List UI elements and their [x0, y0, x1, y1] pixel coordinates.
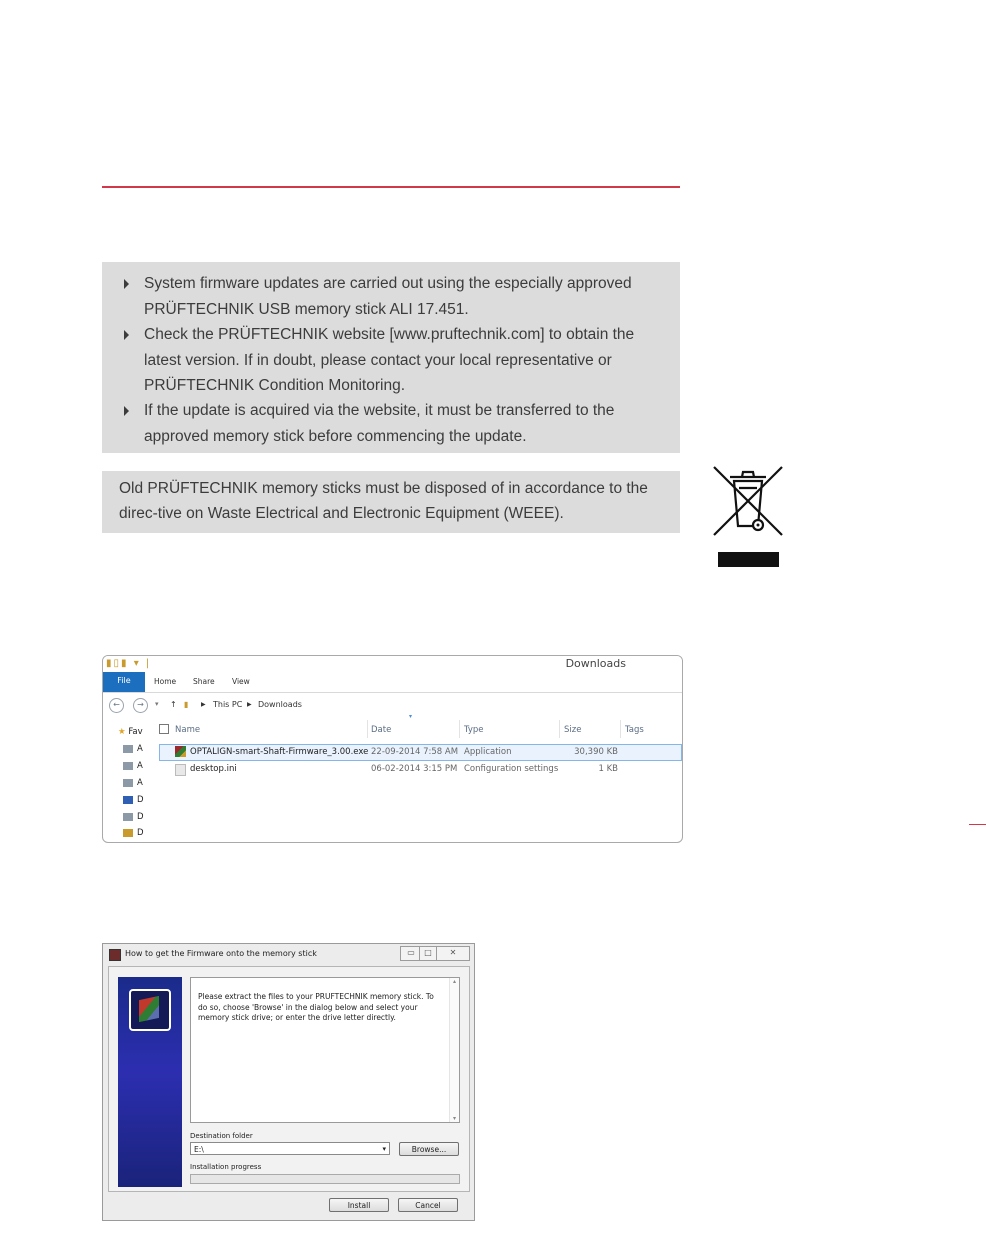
tree-item[interactable]: A — [123, 778, 143, 788]
history-chevron-icon[interactable]: ▾ — [155, 700, 159, 708]
column-date[interactable]: Date — [371, 725, 392, 735]
file-type: Application — [464, 747, 512, 757]
column-tags[interactable]: Tags — [625, 725, 644, 735]
bullet-triangle-icon — [124, 406, 129, 416]
explorer-title: Downloads — [565, 657, 626, 670]
table-row[interactable] — [159, 744, 682, 761]
quick-access-icons[interactable]: ▮▯▮ ▾ | — [106, 658, 152, 669]
file-size: 30,390 KB — [574, 747, 618, 757]
bullet-triangle-icon — [124, 330, 129, 340]
column-size[interactable]: Size — [564, 725, 582, 735]
dialog-title: How to get the Firmware onto the memory stick — [125, 949, 317, 958]
column-name[interactable]: Name — [175, 725, 201, 735]
file-explorer-window — [102, 655, 683, 843]
drive-icon — [123, 813, 133, 821]
tree-item-favorites[interactable]: ★ Fav — [118, 727, 143, 737]
app-icon — [109, 949, 121, 961]
progress-label: Installation progress — [190, 1163, 262, 1171]
select-all-checkbox[interactable] — [159, 724, 169, 734]
breadcrumb-this-pc[interactable]: This PC — [213, 700, 243, 709]
file-type: Configuration settings — [464, 764, 559, 774]
destination-field[interactable]: E:\ ▾ — [190, 1142, 390, 1155]
weee-crossed-bin-icon — [712, 464, 784, 540]
minimize-icon[interactable]: ▭ — [400, 946, 422, 961]
tab-home[interactable]: Home — [154, 677, 177, 686]
star-icon: ★ — [118, 727, 126, 737]
tab-file[interactable]: File — [103, 672, 145, 692]
folder-icon: ▮ — [184, 700, 189, 709]
column-divider — [459, 720, 460, 738]
sort-chevron-icon: ▾ — [409, 713, 413, 720]
file-size: 1 KB — [598, 764, 618, 774]
destination-label: Destination folder — [190, 1132, 253, 1140]
column-divider — [559, 720, 560, 738]
desktop-icon — [123, 796, 133, 804]
forward-arrow-icon[interactable]: → — [133, 698, 148, 713]
drive-icon — [123, 745, 133, 753]
file-date: 06-02-2014 3:15 PM — [371, 764, 458, 774]
weee-note-box — [102, 471, 680, 533]
breadcrumb-downloads[interactable]: Downloads — [258, 700, 302, 709]
bullet-triangle-icon — [124, 279, 129, 289]
tab-view[interactable]: View — [232, 677, 250, 686]
file-name: OPTALIGN-smart-Shaft-Firmware_3.00.exe — [190, 747, 369, 757]
side-banner — [118, 977, 182, 1187]
tree-item[interactable]: D — [123, 812, 144, 822]
close-icon[interactable]: ✕ — [436, 946, 470, 961]
explorer-titlebar — [103, 656, 682, 672]
tree-item[interactable]: D — [123, 795, 144, 805]
table-row[interactable] — [159, 762, 680, 777]
installation-progress-bar — [190, 1174, 460, 1184]
installer-dialog — [102, 943, 475, 1221]
installer-logo-icon — [129, 989, 171, 1031]
weee-bar — [718, 552, 779, 567]
drive-icon — [123, 762, 133, 770]
breadcrumb-separator-icon: ▶ — [247, 701, 252, 708]
message-box — [190, 977, 460, 1123]
note-bullet-3: If the update is acquired via the website, it must be transferred to the approved memory stick before commencing the update. — [122, 398, 662, 449]
scrollbar[interactable]: ▴ ▾ — [449, 978, 459, 1122]
column-divider — [367, 720, 368, 738]
drive-icon — [123, 779, 133, 787]
section-rule — [102, 186, 680, 188]
up-arrow-icon[interactable]: ↑ — [170, 700, 177, 709]
explorer-ribbon — [103, 672, 682, 693]
file-name: desktop.ini — [190, 764, 237, 774]
back-arrow-icon[interactable]: ← — [109, 698, 124, 713]
column-type[interactable]: Type — [464, 725, 484, 735]
file-date: 22-09-2014 7:58 AM — [371, 747, 459, 757]
dialog-body — [108, 966, 470, 1192]
note-bullet-2: Check the PRÜFTECHNIK website [www.pruftechnik.com] to obtain the latest version. If in doubt, please contact your local representative or PRÜFTECHNIK Condition Monitoring. — [122, 322, 662, 399]
install-button[interactable]: Install — [329, 1198, 389, 1212]
column-divider — [620, 720, 621, 738]
maximize-icon[interactable]: □ — [419, 946, 437, 961]
tab-share[interactable]: Share — [193, 677, 215, 686]
dialog-titlebar — [103, 944, 474, 964]
tree-item[interactable]: D — [123, 828, 144, 838]
tree-item[interactable]: A — [123, 744, 143, 754]
note-bullet-1: System firmware updates are carried out using the especially approved PRÜFTECHNIK USB memory stick ALI 17.451. — [122, 271, 662, 322]
address-bar — [103, 693, 682, 715]
folder-icon — [123, 829, 133, 837]
chevron-down-icon[interactable]: ▾ — [382, 1145, 386, 1153]
tree-item[interactable]: A — [123, 761, 143, 771]
page-edge-mark — [969, 824, 986, 825]
settings-file-icon — [175, 764, 186, 776]
browse-button[interactable]: Browse... — [399, 1142, 459, 1156]
breadcrumb-separator-icon: ▶ — [201, 701, 206, 708]
archive-exe-icon — [175, 746, 186, 757]
cancel-button[interactable]: Cancel — [398, 1198, 458, 1212]
weee-note-text: Old PRÜFTECHNIK memory sticks must be disposed of in accordance to the direc-tive on Waste Electrical and Electronic Equipment (WEEE). — [119, 480, 648, 522]
installer-message: Please extract the files to your PRUFTECHNIK memory stick. To do so, choose 'Browse' in the dialog below and select your memory stick drive; or enter the drive letter directly. — [198, 992, 434, 1022]
